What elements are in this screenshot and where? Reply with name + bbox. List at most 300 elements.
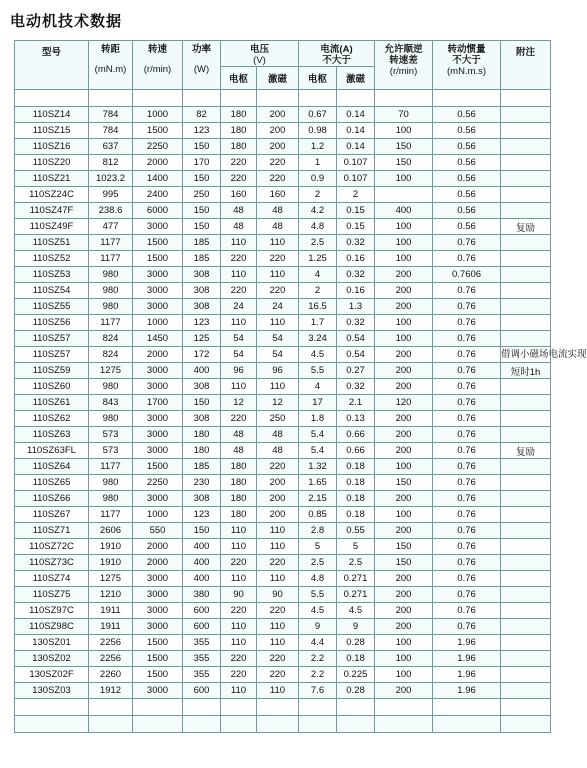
- cell-notes: [501, 507, 551, 523]
- cell-model: 130SZ02F: [15, 667, 89, 683]
- cell-reverse-diff: 200: [375, 267, 433, 283]
- cell-notes: [501, 107, 551, 123]
- cell-model: 110SZ24C: [15, 187, 89, 203]
- cell-torque: 980: [89, 491, 133, 507]
- cell-reverse-diff: 150: [375, 539, 433, 555]
- header-current-excitation: 激磁: [337, 67, 375, 90]
- cell-inertia: 0.76: [433, 331, 501, 347]
- cell-reverse-diff: 100: [375, 667, 433, 683]
- cell-power: 308: [183, 411, 221, 427]
- cell-voltage-armature: 180: [221, 107, 257, 123]
- cell-power: 400: [183, 571, 221, 587]
- cell-notes: [501, 651, 551, 667]
- cell-voltage-armature: 48: [221, 427, 257, 443]
- cell-speed: 3000: [133, 219, 183, 235]
- cell-speed: 3000: [133, 427, 183, 443]
- table-row: [15, 555, 551, 571]
- cell-voltage-excitation: 110: [257, 267, 299, 283]
- cell-current-excitation: 0.14: [337, 107, 375, 123]
- cell-current-armature: 0.85: [299, 507, 337, 523]
- cell-inertia: 0.7606: [433, 267, 501, 283]
- cell-power: 308: [183, 267, 221, 283]
- cell-current-armature: 1.7: [299, 315, 337, 331]
- cell-voltage-armature: 110: [221, 635, 257, 651]
- cell-voltage-armature: 110: [221, 619, 257, 635]
- cell-current-excitation: 0.66: [337, 427, 375, 443]
- cell-model: 110SZ57: [15, 347, 89, 363]
- cell-current-armature: 5.5: [299, 363, 337, 379]
- cell-inertia: 0.76: [433, 539, 501, 555]
- cell-current-excitation: 0.107: [337, 155, 375, 171]
- cell-power: 400: [183, 555, 221, 571]
- cell-voltage-armature: 160: [221, 187, 257, 203]
- cell-inertia: 1.96: [433, 683, 501, 699]
- cell-speed: 3000: [133, 363, 183, 379]
- table-row: [15, 283, 551, 299]
- cell-model: 110SZ51: [15, 235, 89, 251]
- cell-current-armature: 5.4: [299, 427, 337, 443]
- cell-power: 400: [183, 539, 221, 555]
- cell-inertia: 0.76: [433, 555, 501, 571]
- cell-current-armature: 4: [299, 267, 337, 283]
- cell-power: 185: [183, 459, 221, 475]
- cell-inertia: 0.56: [433, 219, 501, 235]
- header-current-armature: 电枢: [299, 67, 337, 90]
- table-row: [15, 155, 551, 171]
- cell-voltage-armature: 54: [221, 331, 257, 347]
- cell-power: 400: [183, 363, 221, 379]
- cell-current-armature: 0.98: [299, 123, 337, 139]
- cell-power: 150: [183, 171, 221, 187]
- cell-inertia: 0.56: [433, 139, 501, 155]
- cell-reverse-diff: 200: [375, 443, 433, 459]
- cell-voltage-excitation: 48: [257, 203, 299, 219]
- motor-spec-table: [14, 40, 587, 733]
- cell-current-armature: 2.2: [299, 651, 337, 667]
- cell-model: 110SZ67: [15, 507, 89, 523]
- cell-model: 110SZ98C: [15, 619, 89, 635]
- cell-inertia: 0.56: [433, 123, 501, 139]
- cell-voltage-excitation: 220: [257, 667, 299, 683]
- cell-power: 125: [183, 331, 221, 347]
- cell-current-excitation: 0.32: [337, 235, 375, 251]
- cell-voltage-armature: 220: [221, 651, 257, 667]
- table-row: [15, 459, 551, 475]
- cell-current-excitation: 0.28: [337, 683, 375, 699]
- cell-reverse-diff: 100: [375, 331, 433, 347]
- cell-inertia: 0.76: [433, 395, 501, 411]
- cell-voltage-armature: 180: [221, 459, 257, 475]
- cell-inertia: 0.76: [433, 379, 501, 395]
- cell-notes: [501, 571, 551, 587]
- cell-model: 130SZ02: [15, 651, 89, 667]
- cell-current-excitation: 0.15: [337, 219, 375, 235]
- table-row: [15, 107, 551, 123]
- cell-current-armature: 4.5: [299, 347, 337, 363]
- cell-model: 110SZ63: [15, 427, 89, 443]
- table-row: [15, 571, 551, 587]
- cell-reverse-diff: 100: [375, 651, 433, 667]
- cell-voltage-excitation: 200: [257, 123, 299, 139]
- header-voltage: 电压 (V): [221, 41, 299, 67]
- cell-current-armature: 1: [299, 155, 337, 171]
- table-row: [15, 235, 551, 251]
- table-row: [15, 539, 551, 555]
- cell-voltage-excitation: 200: [257, 107, 299, 123]
- cell-power: 123: [183, 507, 221, 523]
- cell-current-armature: 1.65: [299, 475, 337, 491]
- cell-notes: [501, 491, 551, 507]
- cell-current-excitation: 9: [337, 619, 375, 635]
- cell-reverse-diff: 100: [375, 459, 433, 475]
- cell-reverse-diff: 100: [375, 219, 433, 235]
- cell-voltage-armature: 48: [221, 203, 257, 219]
- cell-current-armature: 3.24: [299, 331, 337, 347]
- cell-power: 308: [183, 491, 221, 507]
- cell-torque: 637: [89, 139, 133, 155]
- cell-speed: 6000: [133, 203, 183, 219]
- cell-voltage-armature: 110: [221, 683, 257, 699]
- cell-speed: 1000: [133, 507, 183, 523]
- cell-current-armature: 16.5: [299, 299, 337, 315]
- cell-voltage-excitation: 110: [257, 619, 299, 635]
- cell-current-excitation: 0.27: [337, 363, 375, 379]
- cell-current-excitation: 0.271: [337, 587, 375, 603]
- cell-current-armature: 5: [299, 539, 337, 555]
- cell-voltage-excitation: 110: [257, 523, 299, 539]
- cell-voltage-excitation: 110: [257, 315, 299, 331]
- cell-speed: 3000: [133, 283, 183, 299]
- cell-current-armature: 0.67: [299, 107, 337, 123]
- cell-inertia: 0.76: [433, 459, 501, 475]
- cell-current-armature: 2.8: [299, 523, 337, 539]
- cell-reverse-diff: 200: [375, 619, 433, 635]
- cell-power: 600: [183, 683, 221, 699]
- cell-speed: 1000: [133, 107, 183, 123]
- cell-voltage-excitation: 250: [257, 411, 299, 427]
- cell-voltage-armature: 180: [221, 491, 257, 507]
- table-row: [15, 411, 551, 427]
- cell-voltage-excitation: 48: [257, 427, 299, 443]
- cell-voltage-armature: 220: [221, 555, 257, 571]
- cell-notes: [501, 379, 551, 395]
- cell-voltage-armature: 96: [221, 363, 257, 379]
- cell-model: 110SZ53: [15, 267, 89, 283]
- cell-notes: [501, 187, 551, 203]
- cell-torque: 573: [89, 443, 133, 459]
- cell-voltage-excitation: 110: [257, 635, 299, 651]
- cell-speed: 2000: [133, 555, 183, 571]
- table-row: [15, 651, 551, 667]
- cell-notes: 借调小磁场电流实现: [501, 347, 551, 363]
- cell-reverse-diff: 100: [375, 171, 433, 187]
- cell-power: 308: [183, 379, 221, 395]
- cell-notes: [501, 587, 551, 603]
- cell-notes: [501, 555, 551, 571]
- cell-model: 110SZ15: [15, 123, 89, 139]
- cell-speed: 3000: [133, 267, 183, 283]
- cell-reverse-diff: 100: [375, 235, 433, 251]
- cell-voltage-excitation: 220: [257, 155, 299, 171]
- cell-reverse-diff: 200: [375, 411, 433, 427]
- cell-model: 110SZ73C: [15, 555, 89, 571]
- cell-inertia: 0.76: [433, 443, 501, 459]
- table-row: [15, 347, 551, 363]
- cell-current-excitation: 2.5: [337, 555, 375, 571]
- table-row: [15, 619, 551, 635]
- cell-voltage-excitation: 200: [257, 139, 299, 155]
- cell-voltage-excitation: 96: [257, 363, 299, 379]
- table-row: [15, 379, 551, 395]
- cell-reverse-diff: 150: [375, 139, 433, 155]
- cell-torque: 812: [89, 155, 133, 171]
- cell-power: 250: [183, 187, 221, 203]
- cell-model: 110SZ71: [15, 523, 89, 539]
- cell-voltage-excitation: 220: [257, 459, 299, 475]
- cell-voltage-armature: 110: [221, 315, 257, 331]
- cell-voltage-excitation: 220: [257, 171, 299, 187]
- cell-torque: 2256: [89, 635, 133, 651]
- cell-inertia: 0.56: [433, 203, 501, 219]
- cell-notes: 复励: [501, 443, 551, 459]
- table-row: [15, 603, 551, 619]
- cell-speed: 3000: [133, 491, 183, 507]
- cell-reverse-diff: 200: [375, 427, 433, 443]
- cell-torque: 477: [89, 219, 133, 235]
- cell-notes: [501, 411, 551, 427]
- cell-speed: 2000: [133, 347, 183, 363]
- cell-voltage-excitation: 200: [257, 507, 299, 523]
- cell-power: 230: [183, 475, 221, 491]
- table-row: [15, 251, 551, 267]
- cell-model: 110SZ55: [15, 299, 89, 315]
- page-title: 电动机技术数据: [10, 12, 123, 30]
- cell-notes: [501, 299, 551, 315]
- cell-voltage-excitation: 110: [257, 379, 299, 395]
- cell-notes: [501, 539, 551, 555]
- cell-current-excitation: 0.14: [337, 139, 375, 155]
- cell-inertia: 0.76: [433, 315, 501, 331]
- cell-notes: [501, 235, 551, 251]
- cell-notes: [501, 459, 551, 475]
- cell-voltage-armature: 110: [221, 571, 257, 587]
- cell-current-excitation: 0.28: [337, 635, 375, 651]
- cell-torque: 824: [89, 347, 133, 363]
- cell-current-armature: 1.8: [299, 411, 337, 427]
- cell-voltage-excitation: 54: [257, 347, 299, 363]
- table-row: [15, 491, 551, 507]
- cell-current-armature: 0.9: [299, 171, 337, 187]
- cell-reverse-diff: 200: [375, 587, 433, 603]
- cell-speed: 1500: [133, 251, 183, 267]
- cell-current-armature: 2.5: [299, 555, 337, 571]
- table-row: [15, 187, 551, 203]
- cell-notes: [501, 331, 551, 347]
- cell-torque: 2256: [89, 651, 133, 667]
- cell-torque: 2260: [89, 667, 133, 683]
- cell-power: 185: [183, 235, 221, 251]
- cell-voltage-armature: 12: [221, 395, 257, 411]
- cell-reverse-diff: 400: [375, 203, 433, 219]
- cell-current-excitation: 0.54: [337, 347, 375, 363]
- cell-power: 308: [183, 299, 221, 315]
- cell-inertia: 0.76: [433, 507, 501, 523]
- spacer-row: [15, 716, 551, 733]
- cell-notes: [501, 251, 551, 267]
- table-row: [15, 139, 551, 155]
- cell-speed: 1500: [133, 459, 183, 475]
- cell-current-armature: 1.32: [299, 459, 337, 475]
- cell-current-excitation: 0.15: [337, 203, 375, 219]
- cell-inertia: 0.56: [433, 107, 501, 123]
- cell-reverse-diff: 150: [375, 155, 433, 171]
- table-row: [15, 443, 551, 459]
- cell-voltage-excitation: 110: [257, 235, 299, 251]
- cell-power: 185: [183, 251, 221, 267]
- cell-model: 130SZ03: [15, 683, 89, 699]
- cell-torque: 1910: [89, 555, 133, 571]
- cell-power: 150: [183, 203, 221, 219]
- cell-model: 110SZ65: [15, 475, 89, 491]
- cell-inertia: 1.96: [433, 667, 501, 683]
- cell-inertia: 0.76: [433, 235, 501, 251]
- cell-current-excitation: 0.32: [337, 379, 375, 395]
- cell-voltage-armature: 48: [221, 219, 257, 235]
- cell-power: 123: [183, 123, 221, 139]
- cell-speed: 1400: [133, 171, 183, 187]
- cell-voltage-armature: 90: [221, 587, 257, 603]
- cell-current-armature: 5.5: [299, 587, 337, 603]
- cell-current-excitation: 0.18: [337, 507, 375, 523]
- cell-voltage-armature: 110: [221, 379, 257, 395]
- cell-current-excitation: 0.55: [337, 523, 375, 539]
- cell-model: 110SZ62: [15, 411, 89, 427]
- cell-current-excitation: 0.18: [337, 475, 375, 491]
- cell-inertia: 0.76: [433, 347, 501, 363]
- cell-model: 110SZ97C: [15, 603, 89, 619]
- cell-notes: [501, 283, 551, 299]
- cell-current-armature: 1.25: [299, 251, 337, 267]
- cell-reverse-diff: 200: [375, 299, 433, 315]
- cell-model: 130SZ01: [15, 635, 89, 651]
- cell-power: 355: [183, 667, 221, 683]
- cell-power: 172: [183, 347, 221, 363]
- cell-current-excitation: 0.13: [337, 411, 375, 427]
- cell-current-armature: 2.2: [299, 667, 337, 683]
- cell-inertia: 0.56: [433, 187, 501, 203]
- cell-voltage-armature: 220: [221, 411, 257, 427]
- cell-voltage-armature: 220: [221, 251, 257, 267]
- cell-reverse-diff: 200: [375, 603, 433, 619]
- cell-speed: 1500: [133, 123, 183, 139]
- cell-inertia: 0.76: [433, 411, 501, 427]
- cell-power: 150: [183, 523, 221, 539]
- cell-current-armature: 4.2: [299, 203, 337, 219]
- table-row: [15, 587, 551, 603]
- cell-torque: 1910: [89, 539, 133, 555]
- table-body: [15, 90, 587, 733]
- cell-notes: [501, 523, 551, 539]
- cell-notes: [501, 475, 551, 491]
- cell-model: 110SZ61: [15, 395, 89, 411]
- cell-voltage-excitation: 220: [257, 603, 299, 619]
- cell-notes: 短时1h: [501, 363, 551, 379]
- cell-reverse-diff: 100: [375, 123, 433, 139]
- cell-current-excitation: 0.32: [337, 315, 375, 331]
- cell-model: 110SZ57: [15, 331, 89, 347]
- cell-inertia: 0.76: [433, 491, 501, 507]
- cell-model: 110SZ20: [15, 155, 89, 171]
- cell-torque: 1275: [89, 363, 133, 379]
- cell-speed: 1500: [133, 235, 183, 251]
- cell-torque: 824: [89, 331, 133, 347]
- cell-reverse-diff: 150: [375, 555, 433, 571]
- table-row: [15, 267, 551, 283]
- cell-notes: [501, 139, 551, 155]
- table-row: [15, 123, 551, 139]
- cell-reverse-diff: 100: [375, 315, 433, 331]
- cell-speed: 3000: [133, 443, 183, 459]
- cell-notes: [501, 315, 551, 331]
- cell-inertia: 1.96: [433, 651, 501, 667]
- table-row: [15, 299, 551, 315]
- cell-current-excitation: 0.271: [337, 571, 375, 587]
- cell-current-armature: 2: [299, 283, 337, 299]
- cell-voltage-excitation: 200: [257, 475, 299, 491]
- cell-torque: 1177: [89, 459, 133, 475]
- cell-current-excitation: 0.54: [337, 331, 375, 347]
- cell-speed: 1450: [133, 331, 183, 347]
- spacer-row: [15, 699, 551, 716]
- cell-current-armature: 2.5: [299, 235, 337, 251]
- table-row: [15, 363, 551, 379]
- cell-notes: [501, 203, 551, 219]
- cell-torque: 2606: [89, 523, 133, 539]
- cell-torque: 784: [89, 123, 133, 139]
- cell-speed: 3000: [133, 619, 183, 635]
- cell-voltage-excitation: 110: [257, 539, 299, 555]
- cell-speed: 3000: [133, 683, 183, 699]
- cell-power: 308: [183, 283, 221, 299]
- cell-model: 110SZ74: [15, 571, 89, 587]
- cell-model: 110SZ63FL: [15, 443, 89, 459]
- cell-torque: 1210: [89, 587, 133, 603]
- cell-model: 110SZ54: [15, 283, 89, 299]
- cell-power: 380: [183, 587, 221, 603]
- cell-model: 110SZ72C: [15, 539, 89, 555]
- cell-speed: 1500: [133, 651, 183, 667]
- cell-torque: 980: [89, 411, 133, 427]
- cell-current-excitation: 0.66: [337, 443, 375, 459]
- cell-voltage-excitation: 48: [257, 443, 299, 459]
- cell-power: 170: [183, 155, 221, 171]
- cell-inertia: 0.76: [433, 475, 501, 491]
- cell-reverse-diff: 200: [375, 379, 433, 395]
- cell-reverse-diff: 70: [375, 107, 433, 123]
- cell-reverse-diff: 200: [375, 523, 433, 539]
- cell-model: 110SZ64: [15, 459, 89, 475]
- cell-voltage-excitation: 160: [257, 187, 299, 203]
- cell-inertia: 0.76: [433, 299, 501, 315]
- cell-voltage-armature: 110: [221, 523, 257, 539]
- header-torque: 转距 (mN.m): [89, 41, 133, 90]
- cell-voltage-armature: 180: [221, 123, 257, 139]
- cell-torque: 1911: [89, 603, 133, 619]
- cell-notes: 复励: [501, 219, 551, 235]
- cell-speed: 2400: [133, 187, 183, 203]
- header-voltage-excitation: 激磁: [257, 67, 299, 90]
- cell-torque: 980: [89, 299, 133, 315]
